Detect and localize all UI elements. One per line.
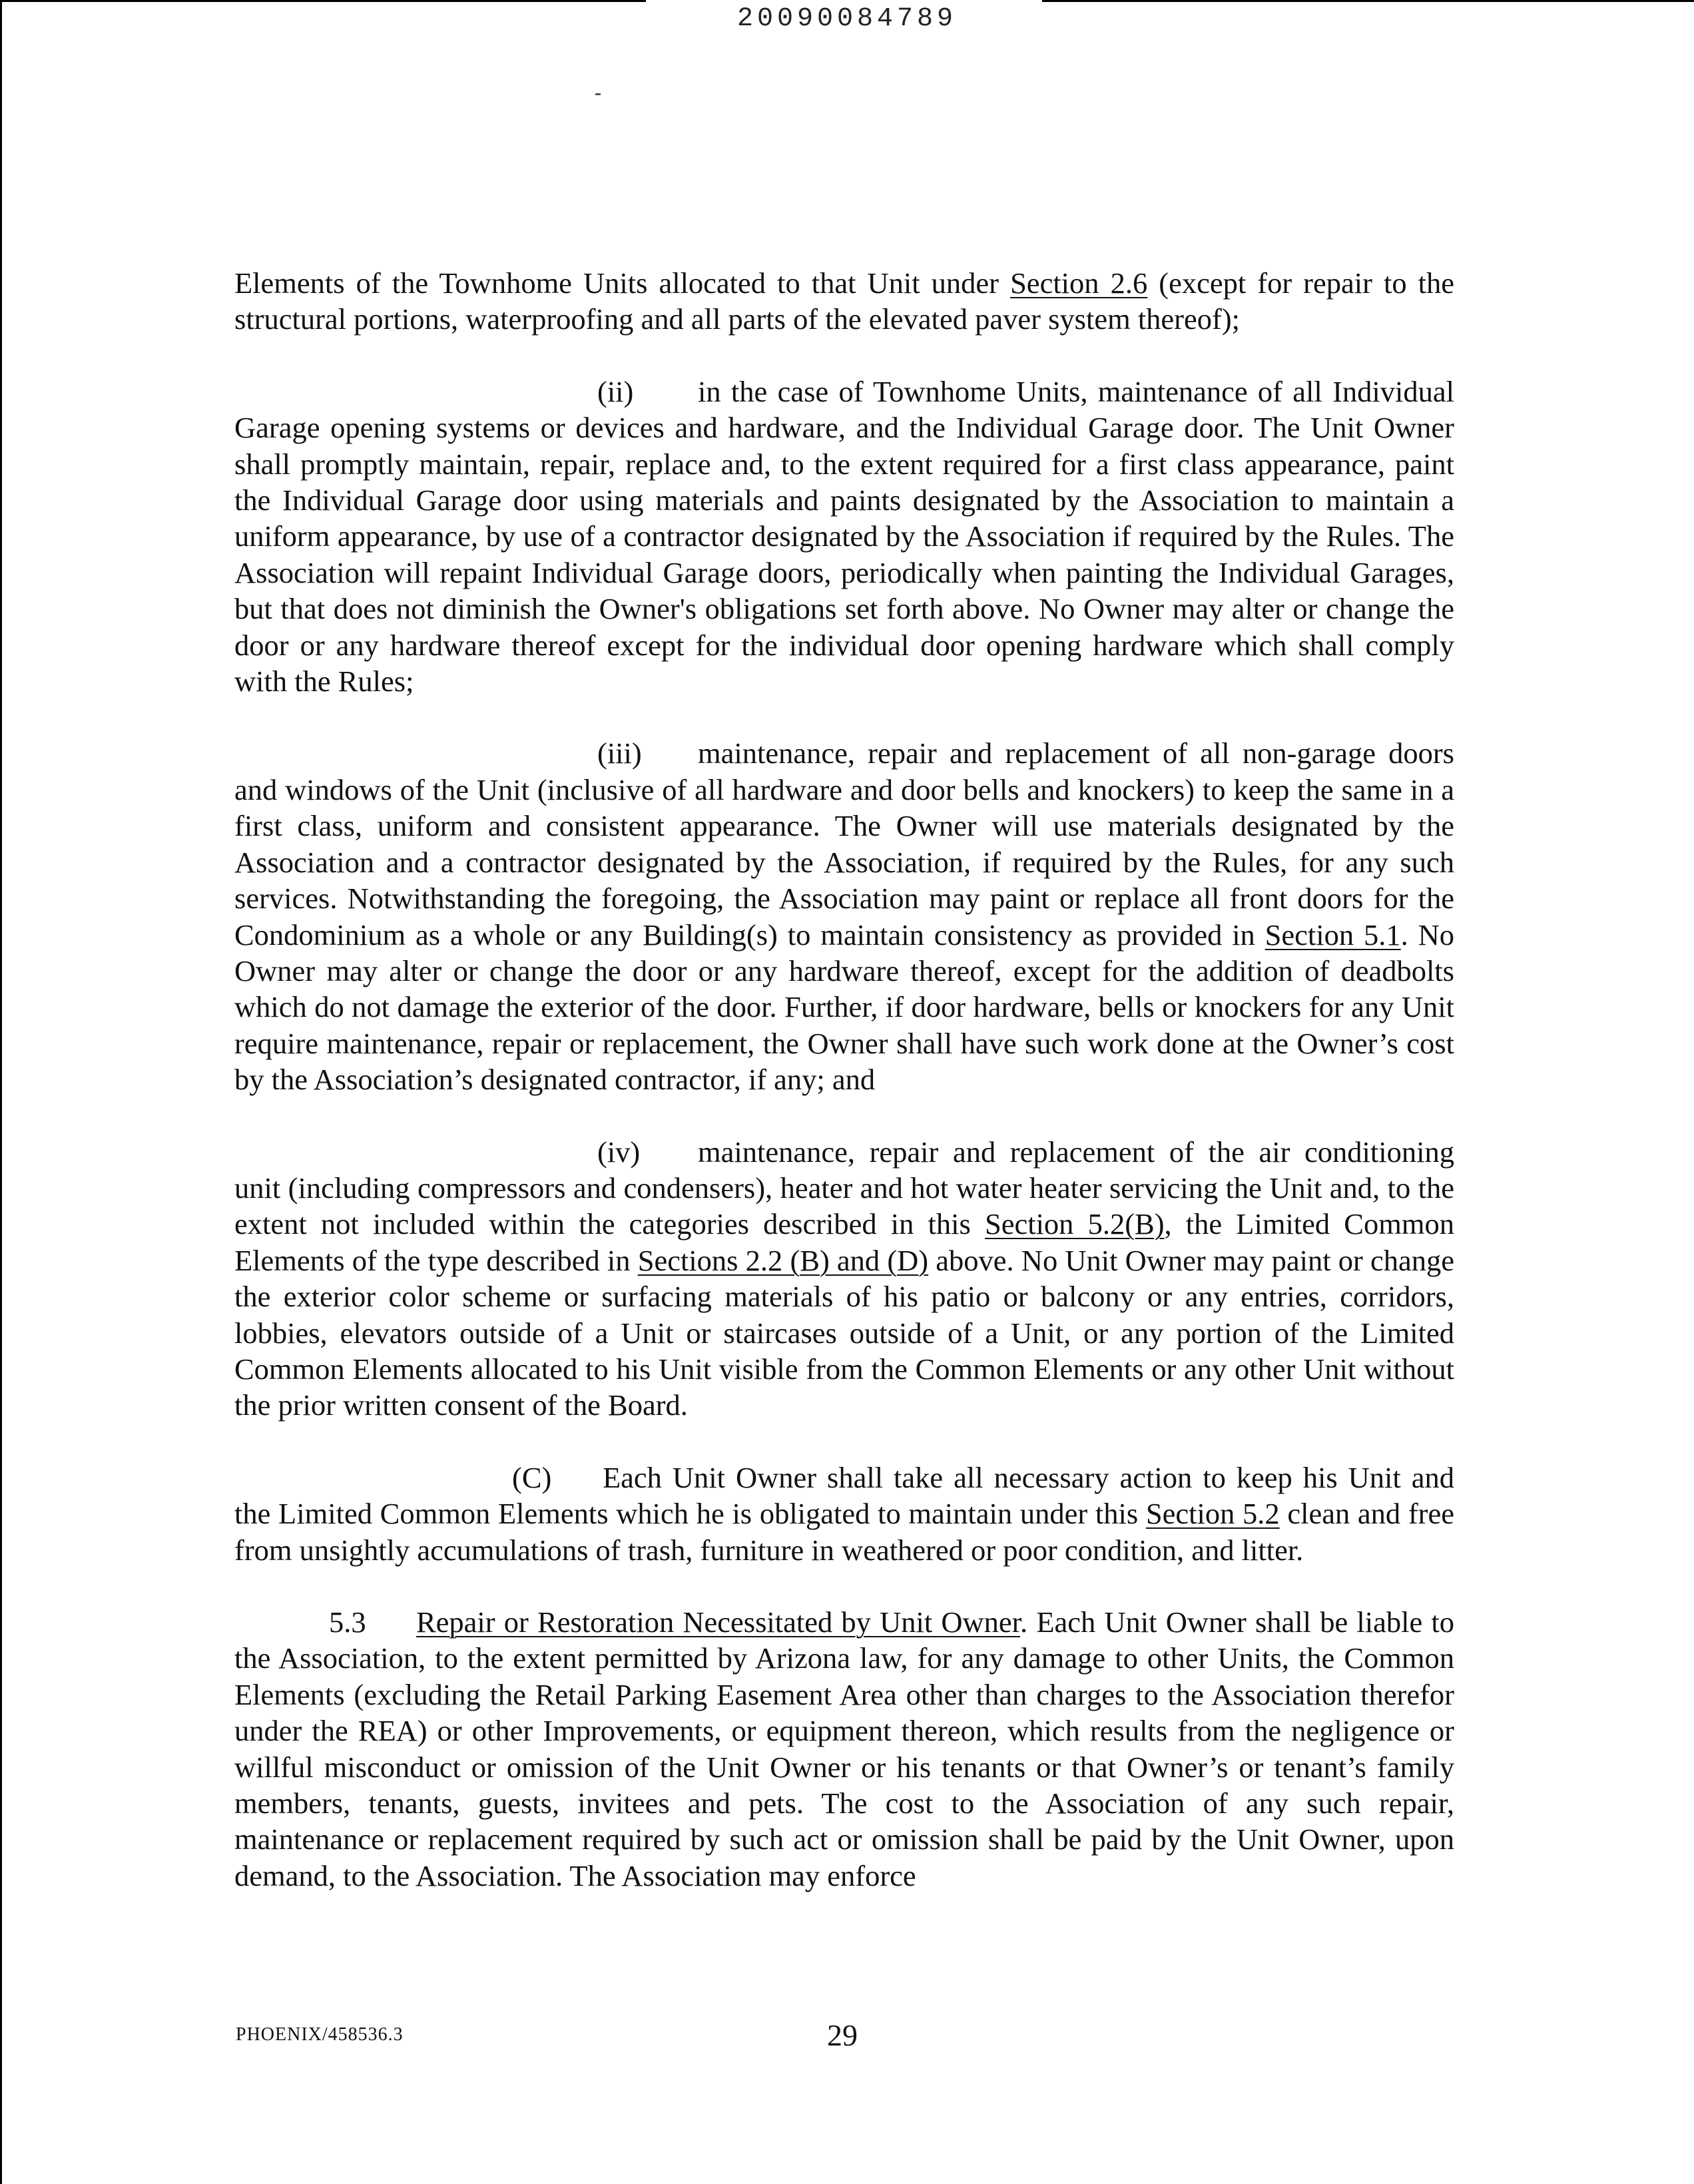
top-right-rule	[1042, 0, 1694, 2]
footer-document-reference: PHOENIX/458536.3	[236, 2024, 404, 2045]
section-reference: Sections 2.2 (B) and (D)	[637, 1243, 929, 1277]
document-number: 20090084789	[736, 4, 958, 34]
top-left-rule	[0, 0, 646, 2]
page-number: 29	[827, 2018, 858, 2052]
scan-speck	[595, 93, 601, 95]
paragraph-iv: (iv) maintenance, repair and replacement of the air conditioning unit (including compressors and condensers), heater and hot water heater servicing the Unit and, to the extent not included within the categories described in this Section 5.2(B), the Limited Common Elements of the type described in Sections 2.2 (B) and (D) above. No Unit Owner may paint or change the exterior color scheme or surfacing materials of his patio or balcony or any entries, corridors, lobbies, elevators outside of a Unit or staircases outside of a Unit, or any portion of the Limited Common Elements allocated to his Unit visible from the Common Elements or any other Unit without the prior written consent of the Board.	[234, 1135, 1455, 1422]
section-reference: Section 5.1	[1265, 918, 1401, 952]
section-reference: Section 2.6	[1010, 266, 1148, 300]
paragraph-iii: (iii) maintenance, repair and replacement of all non-garage doors and windows of the Unit (inclusive of all hardware and door bells and knockers) to keep the same in a first class, uniform and consistent appearance. The Owner will use materials designated by the Association and a contractor designated by the Association, if required by the Rules, for any such services. Notwithstanding the foregoing, the Association may paint or replace all front doors for the Condominium as a whole or any Building(s) to maintain consistency as provided in Section 5.1. No Owner may alter or change the door or any hardware thereof, except for the addition of deadbolts which do not damage the exterior of the door. Further, if door hardware, bells or knockers for any Unit require maintenance, repair or replacement, the Owner shall have such work done at the Owner’s cost by the Association’s designated contractor, if any; and	[234, 736, 1455, 1097]
section-number: 5.3	[329, 1605, 366, 1639]
paragraph-continuation: Elements of the Townhome Units allocated to that Unit under Section 2.6 (except for repair to the structural portions, waterproofing and all parts of the elevated paver system thereof);	[234, 266, 1454, 336]
section-reference: Section 5.2(B)	[984, 1207, 1165, 1241]
section-heading: Repair or Restoration Necessitated by Unit Owner	[416, 1605, 1021, 1639]
paragraph-ii: (ii) in the case of Townhome Units, maintenance of all Individual Garage opening systems or devices and hardware, and the Individual Garage door. The Unit Owner shall promptly maintain, repair, replace and, to the extent required for a first class appearance, paint the Individual Garage door using materials and paints designated by the Association to maintain a uniform appearance, by use of a contractor designated by the Association if required by the Rules. The Association will repaint Individual Garage doors, periodically when painting the Individual Garages, but that does not diminish the Owner's obligations set forth above. No Owner may alter or change the door or any hardware thereof except for the individual door opening hardware which shall comply with the Rules;	[234, 374, 1454, 698]
clause-label: (ii)	[597, 374, 634, 408]
clause-label: (C)	[512, 1460, 552, 1494]
section-reference: Section 5.2	[1145, 1497, 1280, 1531]
section-5-3: 5.3 Repair or Restoration Necessitated by Unit Owner. Each Unit Owner shall be liable to the Association, to the extent permitted by Arizona law, for any damage to other Units, the Common Elements (excluding the Retail Parking Easement Area other than charges to the Association therefor under the REA) or other Improvements, or equipment thereon, which results from the negligence or willful misconduct or omission of the Unit Owner or his tenants or that Owner’s or tenant’s family members, tenants, guests, invitees and pets. The cost to the Association of any such repair, maintenance or replacement required by such act or omission shall be paid by the Unit Owner, upon demand, to the Association. The Association may enforce	[234, 1605, 1454, 1892]
document-body	[234, 265, 1454, 1894]
clause-label: (iv)	[597, 1135, 641, 1169]
left-edge-rule	[0, 0, 2, 2184]
clause-label: (iii)	[597, 736, 642, 770]
paragraph-c: (C) Each Unit Owner shall take all necessary action to keep his Unit and the Limited Common Elements which he is obligated to maintain under this Section 5.2 clean and free from unsightly accumulations of trash, furniture in weathered or poor condition, and litter.	[234, 1460, 1455, 1567]
